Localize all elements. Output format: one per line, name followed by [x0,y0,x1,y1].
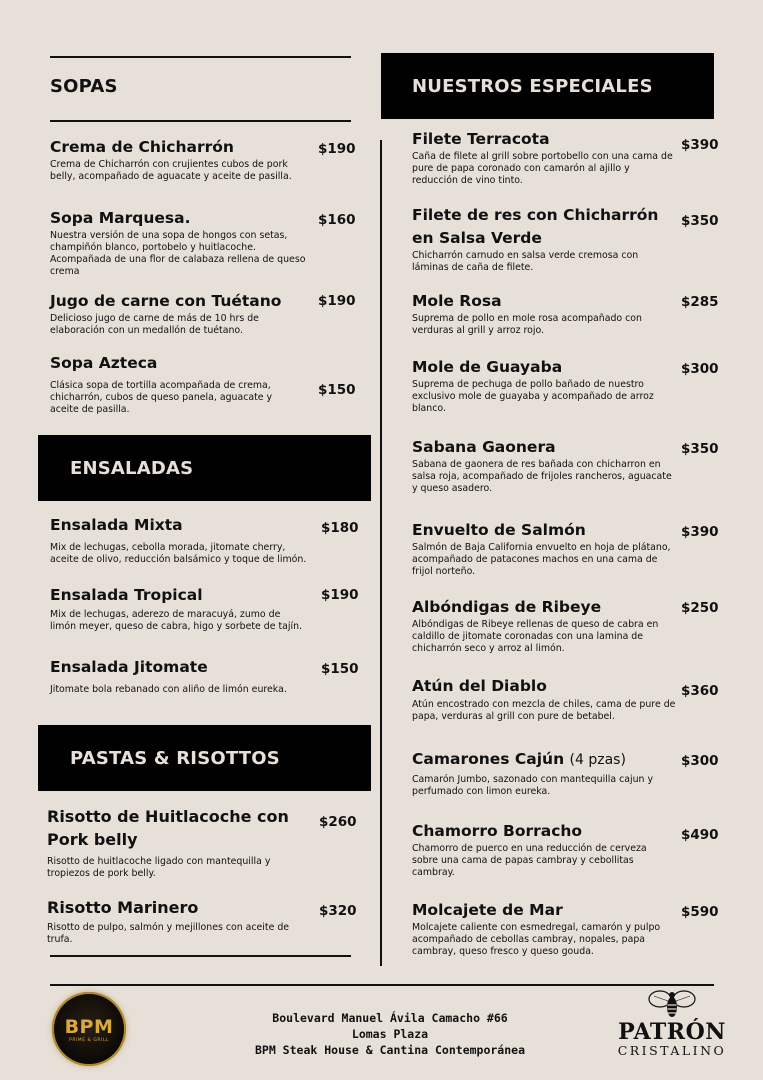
bee-icon [648,988,696,1020]
item-price: $250 [681,600,719,616]
item-name: Ensalada Mixta [50,516,183,534]
column-divider [380,140,382,966]
bpm-logo-text: BPM [64,1015,114,1038]
especiales-item-9 [412,748,674,798]
item-desc: Clásica sopa de tortilla acompañada de crema, chicharrón, cubos de queso panela, aguacate y aceite de pasilla. [50,380,273,415]
item-name: Envuelto de Salmón [412,521,586,539]
item-desc: Albóndigas de Ribeye rellenas de queso de cabra en caldillo de jitomate coronadas con una lamina de chicharrón seco y arroz al limón. [412,619,659,654]
item-price: $490 [681,827,719,843]
item-name: Mole Rosa [412,292,502,310]
item-desc: Risotto de pulpo, salmón y mejillones con aceite de trufa. [47,922,290,945]
item-name: Mole de Guayaba [412,358,563,376]
footer-top-rule [50,984,714,986]
item-desc: Mix de lechugas, cebolla morada, jitomate cherry, aceite de olivo, reducción balsámico y toque de limón. [50,542,307,565]
especiales-item-5 [412,436,674,495]
item-price: $190 [318,293,356,309]
item-name: Filete Terracota [412,130,550,148]
item-desc: Suprema de pollo en mole rosa acompañado con verduras al grill y arroz rojo. [412,313,642,336]
sopas-item-2 [50,207,312,278]
item-name: Ensalada Tropical [50,586,203,604]
especiales-item-6 [412,519,674,578]
item-name: Crema de Chicharrón [50,138,234,156]
item-price: $150 [321,661,359,677]
ensaladas-item-1 [50,514,312,566]
especiales-item-2 [412,204,660,274]
item-price: $160 [318,212,356,228]
especiales-item-10 [412,820,674,879]
ensaladas-banner [38,435,371,501]
item-desc: Chamorro de puerco en una reducción de cerveza sobre una cama de papas cambray y cebollitas cambray. [412,843,647,878]
pastas-banner [38,725,371,791]
item-price: $360 [681,683,719,699]
item-name: Albóndigas de Ribeye [412,598,602,616]
patron-logo [612,988,732,1068]
item-name: Sopa Azteca [50,354,158,372]
item-name [412,748,674,772]
item-price: $190 [318,141,356,157]
item-desc: Camarón Jumbo, sazonado con mantequilla cajun y perfumado con limon eureka. [412,774,654,797]
item-name: Risotto Marinero [47,898,199,917]
patron-logo-text: PATRÓN [618,1019,726,1045]
item-price: $285 [681,294,719,310]
item-name: Molcajete de Mar [412,901,563,919]
sopas-bottom-rule [50,120,351,122]
item-price: $260 [319,814,357,830]
item-price: $180 [321,520,359,536]
pastas-item-1 [47,805,309,880]
sopas-top-rule [50,56,351,58]
item-desc: Nuestra versión de una sopa de hongos con setas, champiñón blanco, portobelo y huitlacoche. Acompañada de una flor de calabaza rellena de queso crema [50,230,306,277]
item-price: $300 [681,753,719,769]
especiales-banner [381,53,714,119]
item-price: $590 [681,904,719,920]
item-name: Filete de res con Chicharrón en Salsa Verde [412,206,659,247]
ensaladas-title: ENSALADAS [70,457,194,479]
ensaladas-item-2 [50,584,302,633]
item-desc: Atún encostrado con mezcla de chiles, cama de pure de papa, verduras al grill con pure de betabel. [412,699,676,722]
pastas-item-2 [47,896,309,946]
item-price: $300 [681,361,719,377]
item-price: $150 [318,382,356,398]
footer-address [200,1010,580,1058]
item-desc: Mix de lechugas, aderezo de maracuyá, zumo de limón meyer, queso de cabra, higo y sorbete de tajín. [50,609,303,632]
item-desc: Delicioso jugo de carne de más de 10 hrs de elaboración con un medallón de tuétano. [50,313,259,336]
item-desc: Salmón de Baja California envuelto en hoja de plátano, acompañado de patacones machos en una cama de frijol norteño. [412,542,671,577]
item-desc: Jitomate bola rebanado con aliño de limón eureka. [50,684,287,695]
especiales-item-1 [412,128,674,187]
item-desc: Suprema de pechuga de pollo bañado de nuestro exclusivo mole de guayaba y acompañado de arroz blanco. [412,379,654,414]
especiales-item-11 [412,899,674,958]
especiales-item-7 [412,596,674,655]
left-bottom-rule [50,955,351,957]
item-name: Atún del Diablo [412,677,547,695]
item-desc: Risotto de huitlacoche ligado con mantequilla y tropiezos de pork belly. [47,856,271,879]
especiales-item-8 [412,675,682,723]
item-price: $350 [681,441,719,457]
item-desc: Molcajete caliente con esmedregal, camarón y pulpo acompañado de cebollas cambray, nopales, papa cambray, queso fresco y queso gouda. [412,922,661,957]
item-name: Jugo de carne con Tuétano [50,292,282,310]
item-name: Sopa Marquesa. [50,209,191,227]
pastas-title: PASTAS & RISOTTOS [70,747,280,769]
item-price: $390 [681,524,719,540]
sopas-item-1 [50,136,308,183]
sopas-item-3 [50,290,312,337]
item-desc: Sabana de gaonera de res bañada con chicharron en salsa roja, acompañado de frijoles rancheros, aguacate y queso asadero. [412,459,672,494]
item-price: $390 [681,137,719,153]
sopas-item-4 [50,352,302,416]
especiales-title: NUESTROS ESPECIALES [412,75,653,97]
item-name: Risotto de Huitlacoche con Pork belly [47,807,289,849]
item-price: $350 [681,213,719,229]
item-name: Ensalada Jitomate [50,658,208,676]
item-name-extra: (4 pzas) [569,752,626,768]
patron-logo-sub: CRISTALINO [617,1043,727,1058]
item-desc: Crema de Chicharrón con crujientes cubos de pork belly, acompañado de aguacate y aceite de pasilla. [50,159,292,182]
especiales-item-4 [412,356,674,415]
item-name-main: Camarones Cajún [412,750,565,768]
item-price: $320 [319,903,357,919]
address-line-1: Boulevard Manuel Ávila Camacho #66 [272,1011,508,1025]
bpm-logo-sub: PRIME & GRILL [69,1037,109,1043]
item-price: $190 [321,587,359,603]
address-line-2: Lomas Plaza [351,1027,429,1041]
address-line-3: BPM Steak House & Cantina Contemporánea [254,1043,526,1057]
bpm-logo [52,992,126,1066]
item-desc: Caña de filete al grill sobre portobello con una cama de pure de papa coronado con camarón al ajillo y reducción de vino tinto. [412,151,673,186]
item-desc: Chicharrón carnudo en salsa verde cremosa con láminas de caña de filete. [412,250,639,273]
item-name: Chamorro Borracho [412,822,583,840]
sopas-title: SOPAS [50,76,118,97]
ensaladas-item-3 [50,656,302,696]
especiales-item-3 [412,290,674,337]
item-name: Sabana Gaonera [412,438,556,456]
